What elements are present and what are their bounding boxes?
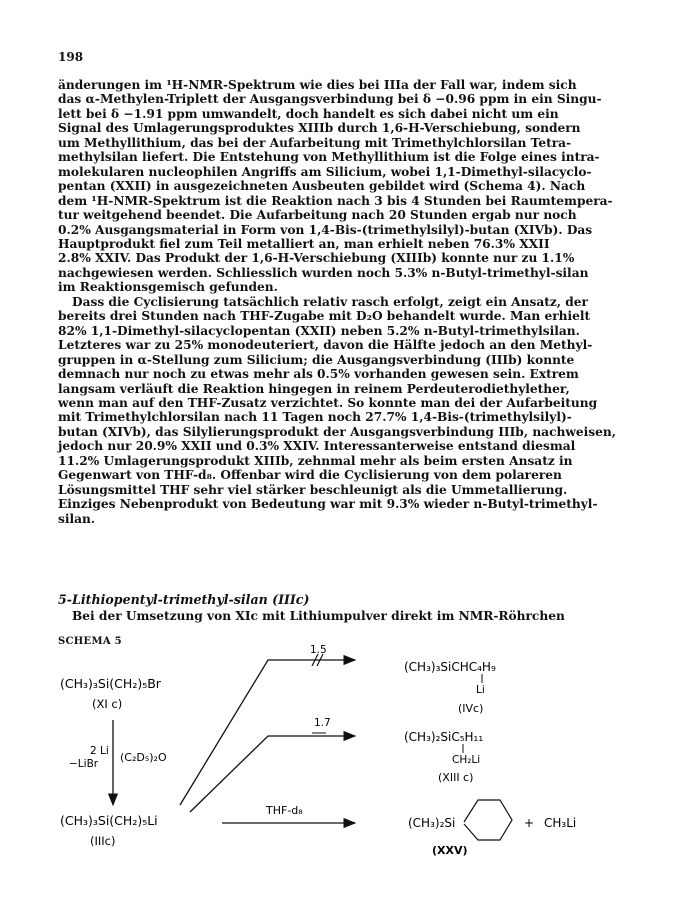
product-1-li: Li <box>476 684 485 696</box>
text-line: silan. <box>58 511 96 526</box>
text-line: langsam verläuft die Reaktion hingegen in reinem Perdeuterodiethylether, <box>58 381 570 396</box>
start-formula: (CH₃)₃Si(CH₂)₅Br <box>60 676 161 691</box>
arrow-2-label: 1.7 <box>314 717 331 729</box>
text-line: Einziges Nebenprodukt von Bedeutung war mit 9.3% wieder n-Butyl-trimethyl- <box>58 497 598 512</box>
text-line: mit Trimethylchlorsilan nach 11 Tagen noch 27.7% 1,4-Bis-(trimethylsilyl)- <box>58 410 572 425</box>
reaction-scheme <box>0 640 680 912</box>
text-line: lett bei δ −1.91 ppm umwandelt, doch handelt es sich dabei nicht um ein <box>58 106 559 121</box>
intro-line: Bei der Umsetzung von XIc mit Lithiumpulver direkt im NMR-Röhrchen <box>72 609 565 623</box>
silacyclohexane-ring <box>464 800 512 840</box>
product-1-formula: (CH₃)₃SiCHC₄H₉ <box>404 660 496 674</box>
text-line: butan (XIVb), das Silylierungsprodukt der Ausgangsverbindung IIIb, nachweisen, <box>58 424 616 439</box>
solvent: (C₂D₅)₂O <box>120 751 167 764</box>
text-line: um Methyllithium, das bei der Aufarbeitung mit Trimethylchlorsilan Tetra- <box>58 135 572 150</box>
text-line: pentan (XXII) in ausgezeichneten Ausbeuten gebildet wird (Schema 4). Nach <box>58 179 586 194</box>
byproduct-formula: CH₃Li <box>544 816 577 830</box>
reagent-li: 2 Li <box>90 745 109 757</box>
text-line: wenn man auf den THF-Zusatz verzichtet. So konnte man dei der Aufarbeitung <box>58 395 598 410</box>
arrow-1-label: 1.5 <box>310 644 327 656</box>
schema-label: SCHEMA 5 <box>58 636 122 647</box>
start-label: (XI c) <box>92 697 123 711</box>
text-line: 82% 1,1-Dimethyl-silacyclopentan (XXII) neben 5.2% n-Butyl-trimethylsilan. <box>58 323 580 338</box>
text-line: bereits drei Stunden nach THF-Zugabe mit D₂O behandelt wurde. Man erhielt <box>58 309 591 324</box>
text-line: jedoch nur 20.9% XXII und 0.3% XXIV. Interessanterweise entstand diesmal <box>58 439 576 454</box>
text-line: Gegenwart von THF-d₈. Offenbar wird die Cyclisierung von dem polareren <box>58 468 562 483</box>
product-3-label: (XXV) <box>432 844 468 857</box>
body-text <box>58 78 632 526</box>
text-line: nachgewiesen werden. Schliesslich wurden noch 5.3% n-Butyl-trimethyl-silan <box>58 265 589 280</box>
text-line: dem ¹H-NMR-Spektrum ist die Reaktion nach 3 bis 4 Stunden bei Raumtempera- <box>58 193 613 208</box>
text-line: Letzteres war zu 25% monodeuteriert, davon die Hälfte jedoch an den Methyl- <box>58 338 593 353</box>
lithio-label: (IIIc) <box>90 834 116 848</box>
text-line: 11.2% Umlagerungsprodukt XIIIb, zehnmal mehr als beim ersten Ansatz in <box>58 453 573 468</box>
text-line: Lösungsmittel THF sehr viel stärker beschleunigt als die Ummetallierung. <box>58 482 568 497</box>
text-line: Dass die Cyclisierung tatsächlich relativ rasch erfolgt, zeigt ein Ansatz, der <box>72 294 588 309</box>
text-line: änderungen im ¹H-NMR-Spektrum wie dies bei IIIa der Fall war, indem sich <box>58 78 577 92</box>
product-2-ch2li: CH₂Li <box>452 754 481 766</box>
product-2-label: (XIII c) <box>438 771 474 784</box>
product-1-label: (IVc) <box>458 702 484 715</box>
text-line: Hauptprodukt fiel zum Teil metalliert an, man erhielt neben 76.3% XXII <box>58 236 550 251</box>
text-line: 0.2% Ausgangsmaterial in Form von 1,4-Bis-(trimethylsilyl)-butan (XIVb). Das <box>58 222 593 237</box>
lithio-formula: (CH₃)₃Si(CH₂)₅Li <box>60 813 158 828</box>
text-line: methylsilan liefert. Die Entstehung von Methyllithium ist die Folge eines intra- <box>58 150 600 165</box>
product-3-formula: (CH₃)₂Si <box>408 816 456 830</box>
arrow-3-label: THF-d₈ <box>266 804 303 817</box>
page-number: 198 <box>58 50 84 64</box>
product-2-formula: (CH₃)₂SiC₅H₁₁ <box>404 730 484 744</box>
text-line: das α-Methylen-Triplett der Ausgangsverbindung bei δ −0.96 ppm in ein Singu- <box>58 92 602 107</box>
section-heading: 5-Lithiopentyl-trimethyl-silan (IIIc) <box>58 592 310 607</box>
text-line: gruppen in α-Stellung zum Silicium; die Ausgangsverbindung (IIIb) konnte <box>58 352 575 367</box>
text-line: 2.8% XXIV. Das Produkt der 1,6-H-Verschiebung (XIIIb) konnte nur zu 1.1% <box>58 251 575 266</box>
text-line: Signal des Umlagerungsproduktes XIIIb durch 1,6-H-Verschiebung, sondern <box>58 121 581 136</box>
text-line: im Reaktionsgemisch gefunden. <box>58 280 278 295</box>
reagent-libr: −LiBr <box>69 758 99 770</box>
text-line: molekularen nucleophilen Angriffs am Silicium, wobei 1,1-Dimethyl-silacyclo- <box>58 164 592 179</box>
arrow-1 <box>180 660 355 805</box>
text-line: tur weitgehend beendet. Die Aufarbeitung nach 20 Stunden ergab nur noch <box>58 208 577 223</box>
plus-sign: + <box>524 816 535 830</box>
text-line: demnach nur noch zu etwas mehr als 0.5% vorhanden gewesen sein. Extrem <box>58 367 579 382</box>
